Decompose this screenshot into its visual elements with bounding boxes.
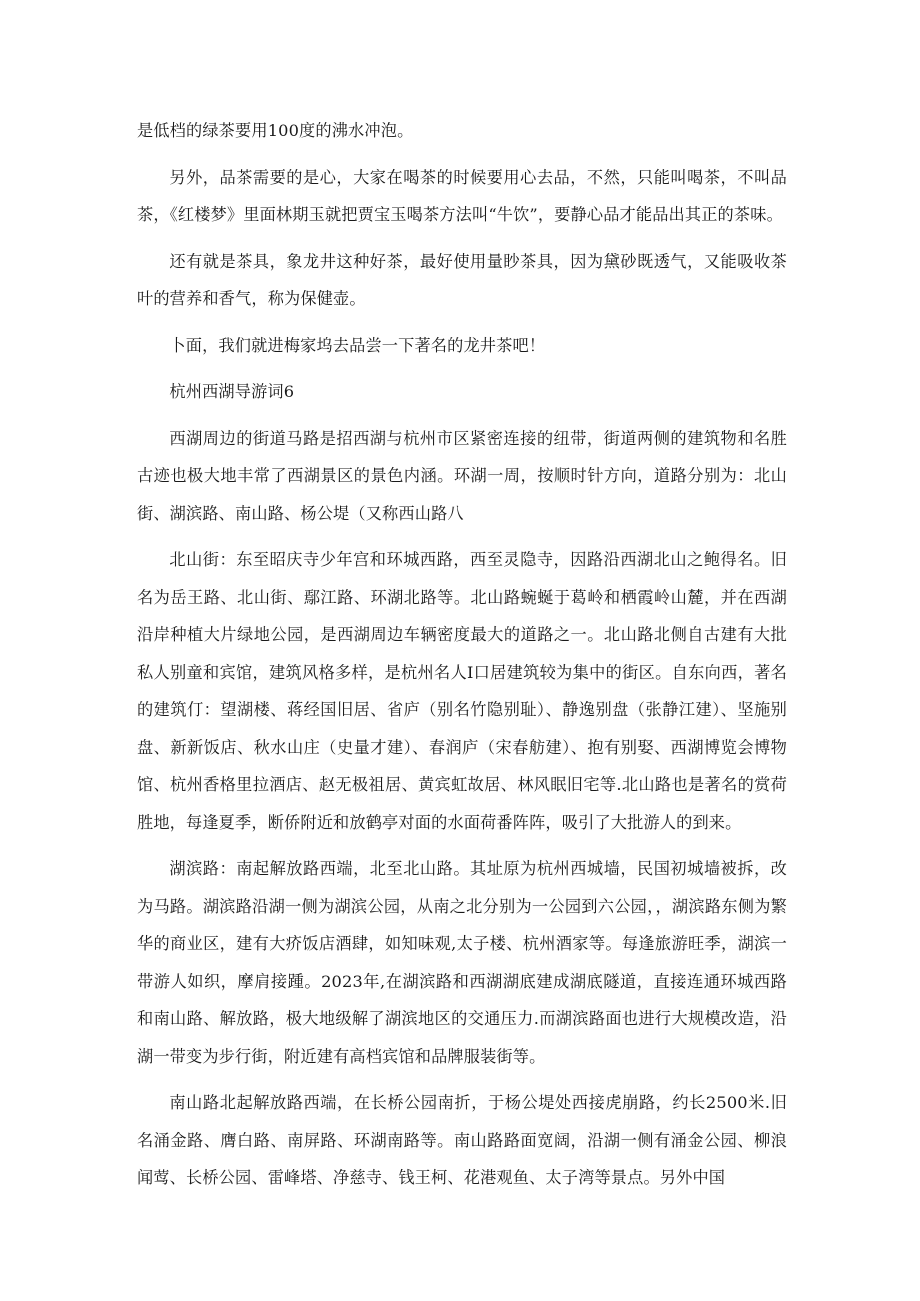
paragraph-9: 南山路北起解放路西端，在长桥公园南折，于杨公堤处西接虎崩路，约长2500米.旧名涌金路、膺白路、南屏路、环湖南路等。南山路路面宽阔，沿湖一侧有涌金公园、柳浪闻莺、长桥公园、雷峰塔、净慈寺、钱王柯、花港观鱼、太子湾等景点。另外中国 xyxy=(137,1093,787,1187)
paragraph-7: 北山街：东至昭庆寺少年宫和环城西路，西至灵隐寺，因路沿西湖北山之鲍得名。旧名为岳王路、北山街、鄢江路、环湖北路等。北山路蜿蜒于葛岭和栖霞岭山麓，并在西湖沿岸种植大片绿地公园，是西湖周边车辆密度最大的道路之一。北山路北侧自古建有大批私人别童和宾馆，建筑风格多样，是杭州名人I口居建筑较为集中的街区。自东向西，著名的建筑仃：望湖楼、蒋经国旧居、省庐（别名竹隐别耻）、静逸别盘（张静江建）、坚施别盘、新新饭店、秋水山庄（史量才建）、春润庐（宋春舫建）、抱有别娶、西湖博览会博物馆、杭州香格里拉酒店、赵无极祖居、黄宾虹故居、林风眠旧宅等.北山路也是著名的赏荷胜地，每逢夏季，断侨附近和放鹤亭对面的水面荷番阵阵，吸引了大批游人的到来。 xyxy=(137,550,787,832)
section-heading: 杭州西湖导游词6 xyxy=(169,382,295,401)
document-page xyxy=(137,112,787,1206)
paragraph-6: 西湖周边的街道马路是招西湖与杭州市区紧密连接的纽带，街道两侧的建筑物和名胜古迹也极大地丰常了西湖景区的景色内涵。环湖一周，按顺时针方向，道路分别为：北山街、湖滨路、南山路、杨公堤（又称西山路八 xyxy=(137,428,787,523)
paragraph-8: 湖滨路：南起解放路西端，北至北山路。其址原为杭州西城墙，民国初城墙被拆，改为马路。湖滨路沿湖一侧为湖滨公园，从南之北分别为一公园到六公园，，湖滨路东侧为繁华的商业区，建有大疥饭店酒肆，如知味观,太子楼、杭州酒家等。每逢旅游旺季，湖滨一带游人如织，摩肩接踵。2023年,在湖滨路和西湖湖底建成湖底隧道，直接连通环城西路和南山路、解放路，极大地级解了湖滨地区的交通压力.而湖滨路面也进行大规模改造，沿湖一带变为步行街，附近建有高档宾馆和品牌服装街等。 xyxy=(137,859,787,1066)
paragraph-1: 是低档的绿茶要用100度的沸水冲泡。 xyxy=(137,121,414,140)
paragraph-3: 还有就是茶具，象龙井这种好茶，最好使用量眇茶具，因为黛砂既透气，又能吸收茶叶的营养和香气，称为保健壶。 xyxy=(137,251,787,308)
paragraph-4: 卜面，我们就进梅家坞去品尝一下著名的龙井茶吧！ xyxy=(169,335,546,355)
paragraph-2: 另外，品茶需要的是心，大家在喝茶的时候要用心去品，不然，只能叫喝茶，不叫品茶，《红楼梦》里面林期玉就把贾宝玉喝茶方法叫“牛饮”，要静心品才能品出其正的茶味。 xyxy=(137,167,787,224)
